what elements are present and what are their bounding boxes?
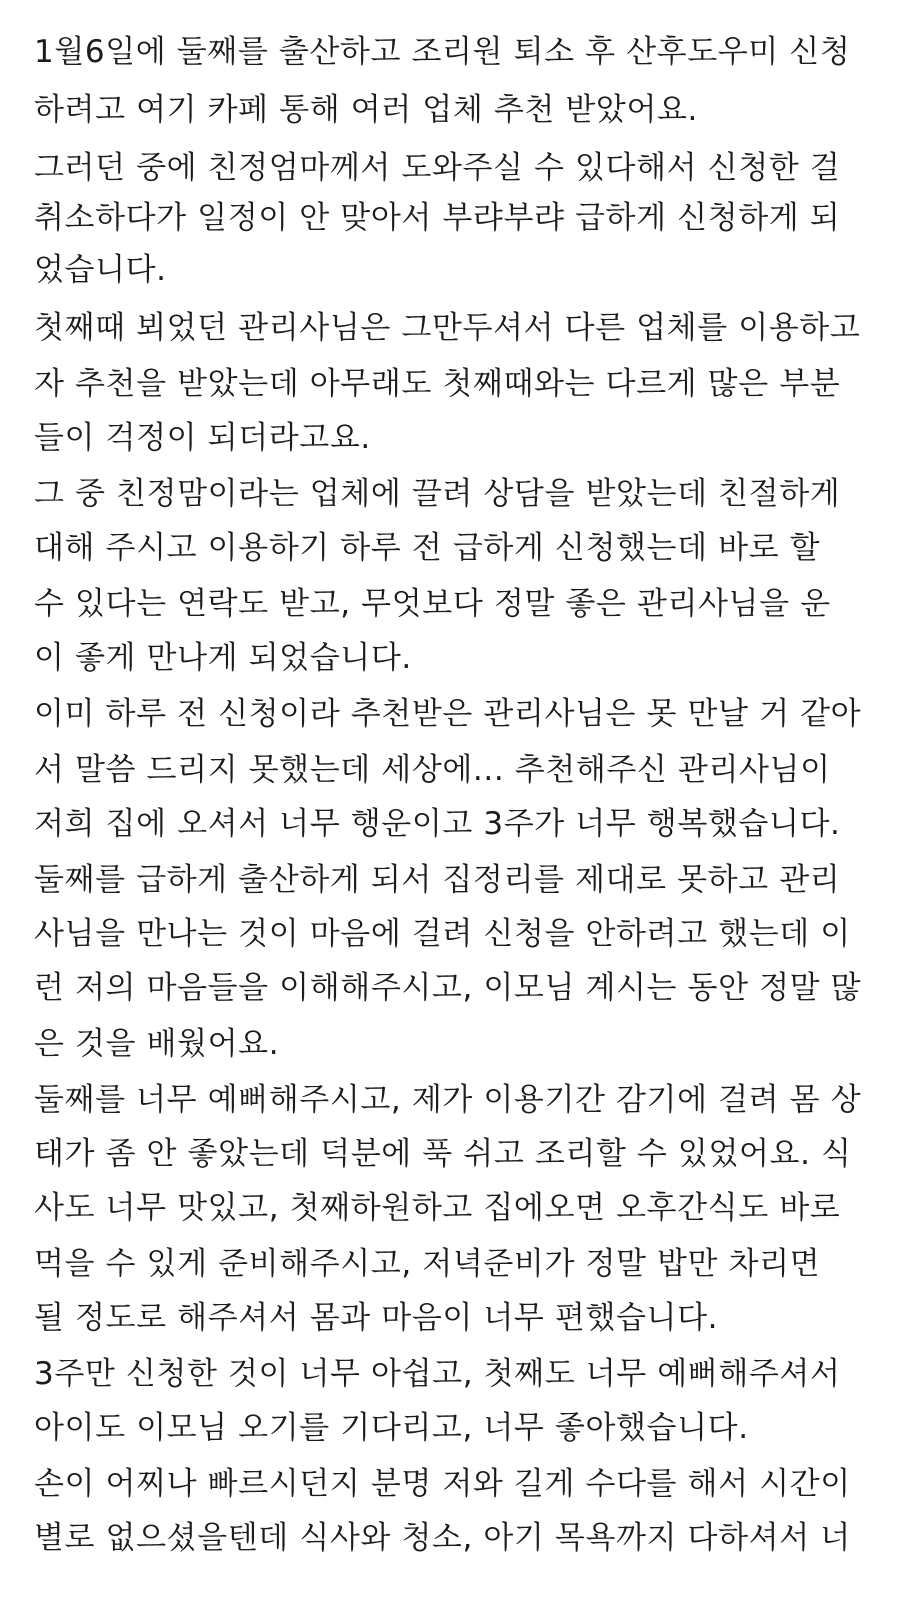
text-line: 별로 없으셨을텐데 식사와 청소, 아기 목욕까지 다하셔서 너 [34, 1520, 851, 1556]
text-line: 사도 너무 맛있고, 첫째하원하고 집에오면 오후간식도 바로 [34, 1190, 841, 1226]
text-line: 손이 어찌나 빠르시던지 분명 저와 길게 수다를 해서 시간이 [34, 1466, 851, 1502]
text-line: 대해 주시고 이용하기 하루 전 급하게 신청했는데 바로 할 [34, 530, 821, 566]
text-line: 먹을 수 있게 준비해주시고, 저녁준비가 정말 밥만 차리면 [34, 1246, 821, 1282]
text-line: 될 정도로 해주셔서 몸과 마음이 너무 편했습니다. [34, 1300, 719, 1336]
text-line: 이 좋게 만나게 되었습니다. [34, 640, 412, 676]
text-line: 그 중 친정맘이라는 업체에 끌려 상담을 받았는데 친절하게 [34, 476, 841, 512]
text-line: 둘째를 너무 예뻐해주시고, 제가 이용기간 감기에 걸려 몸 상 [34, 1082, 862, 1118]
text-line: 첫째때 뵈었던 관리사님은 그만두셔서 다른 업체를 이용하고 [34, 310, 861, 346]
text-line: 저희 집에 오셔서 너무 행운이고 3주가 너무 행복했습니다. [34, 806, 841, 842]
text-line: 이미 하루 전 신청이라 추천받은 관리사님은 못 만날 거 같아 [34, 696, 862, 732]
text-line: 서 말씀 드리지 못했는데 세상에... 추천해주신 관리사님이 [34, 752, 831, 788]
text-line: 런 저의 마음들을 이해해주시고, 이모님 계시는 동안 정말 많 [34, 970, 862, 1006]
text-line: 3주만 신청한 것이 너무 아쉽고, 첫째도 너무 예뻐해주셔서 [34, 1356, 841, 1392]
text-line: 아이도 이모님 오기를 기다리고, 너무 좋아했습니다. [34, 1410, 749, 1446]
text-line: 하려고 여기 카페 통해 여러 업체 추천 받았어요. [34, 92, 699, 128]
text-line: 은 것을 배웠어요. [34, 1026, 280, 1062]
text-line: 들이 걱정이 되더라고요. [34, 420, 371, 456]
text-line: 둘째를 급하게 출산하게 되서 집정리를 제대로 못하고 관리 [34, 862, 841, 898]
text-line: 수 있다는 연락도 받고, 무엇보다 정말 좋은 관리사님을 운 [34, 586, 831, 622]
text-line: 사님을 만나는 것이 마음에 걸려 신청을 안하려고 했는데 이 [34, 916, 851, 952]
text-line: 그러던 중에 친정엄마께서 도와주실 수 있다해서 신청한 걸 [34, 150, 841, 186]
text-line: 자 추천을 받았는데 아무래도 첫째때와는 다르게 많은 부분 [34, 366, 841, 402]
text-line: 취소하다가 일정이 안 맞아서 부랴부랴 급하게 신청하게 되 [34, 200, 841, 236]
text-line: 태가 좀 안 좋았는데 덕분에 푹 쉬고 조리할 수 있었어요. 식 [34, 1136, 852, 1172]
text-line: 1월6일에 둘째를 출산하고 조리원 퇴소 후 산후도우미 신청 [34, 34, 851, 70]
text-line: 었습니다. [34, 252, 167, 288]
